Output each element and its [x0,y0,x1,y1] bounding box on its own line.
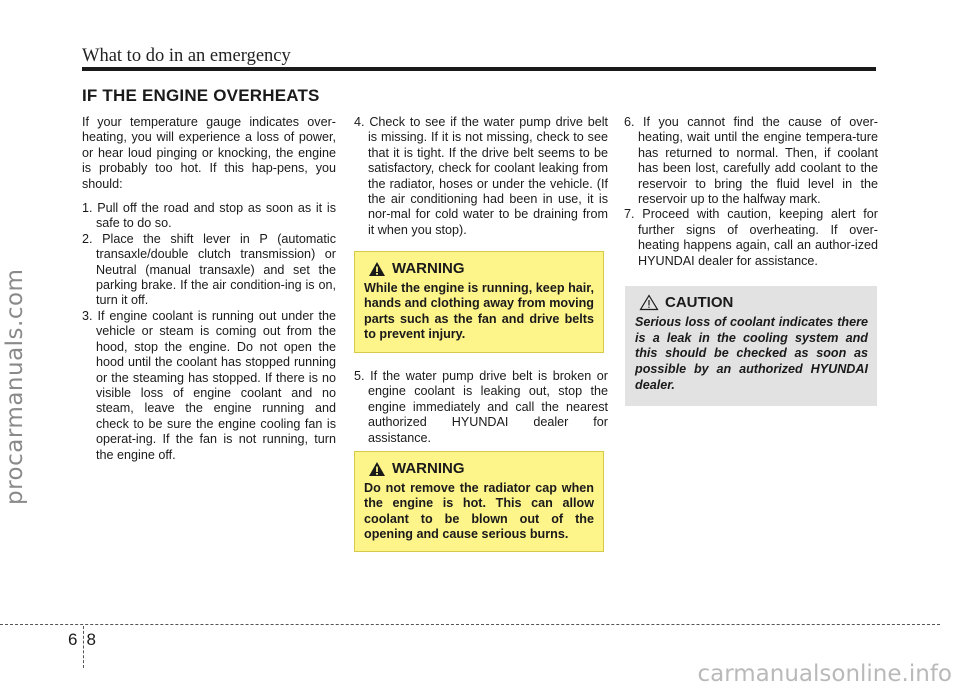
warning-box-fan [354,251,604,353]
chapter-header: What to do in an emergency [82,46,291,66]
page-index: 8 [86,630,105,649]
step-3: 3. If engine coolant is running out under the vehicle or steam is coming out from the hood, stop the engine. Do not open the hood until the coolant has stopped running or the steaming has stopped. If there is no visible loss of engine coolant and no steam, leave the engine running and check to be sure the engine cooling fan is operat-ing. If the fan is not running, turn the engine off. [82,308,336,462]
warning-header [368,460,594,477]
column-1 [82,115,336,463]
section-title: IF THE ENGINE OVERHEATS [82,86,320,105]
warning-box-radiator-cap [354,451,604,552]
warning-triangle-icon [368,461,386,477]
column-3 [624,115,878,269]
chapter-number: 6 [68,630,87,649]
side-watermark: procarmanuals.com [2,268,28,505]
step-6: 6. If you cannot find the cause of over-heating, wait until the engine tempera-ture has returned to normal. Then, if coolant has been lost, carefully add coolant to the reservoir to bring the fluid level in the reservoir up to the halfway mark. [624,115,878,207]
caution-header [639,294,868,311]
warning-text: Do not remove the radiator cap when the engine is hot. This can allow coolant to be blown out of the opening and cause serious burns. [364,481,594,542]
page-number [68,630,105,650]
caution-box [625,286,877,406]
step-4: 4. Check to see if the water pump drive belt is missing. If it is not missing, check to see that it is tight. If the drive belt seems to be satisfactory, check for coolant leaking from the radiator, hoses or under the vehicle. (If the air conditioning had been in use, it is nor-mal for cold water to be draining from it when you stop). [354,115,608,237]
warning-triangle-icon [368,261,386,277]
column-2-lower [354,369,608,446]
step-2: 2. Place the shift lever in P (automatic transaxle/double clutch transmission) or Neutral (manual transaxle) and set the parking brake. If the air condition-ing is on, turn it off. [82,231,336,308]
header-rule [82,67,876,71]
warning-text: While the engine is running, keep hair, hands and clothing away from moving parts such as the fan and drive belts to prevent injury. [364,281,594,342]
intro-paragraph: If your temperature gauge indicates over-heating, you will experience a loss of power, or hear loud pinging or knocking, the engine is probably too hot. If this hap-pens, you should: [82,115,336,191]
step-7: 7. Proceed with caution, keeping alert for further signs of overheating. If over-heating happens again, call an author-ized HYUNDAI dealer for assistance. [624,207,878,268]
bottom-watermark: carmanualsonline.info [697,661,952,687]
column-2 [354,115,608,238]
caution-text: Serious loss of coolant indicates there is a leak in the cooling system and this should be checked as soon as possible by an authorized HYUNDAI dealer. [635,315,868,392]
step-1: 1. Pull off the road and stop as soon as it is safe to do so. [82,201,336,231]
caution-triangle-icon [639,294,659,311]
step-5: 5. If the water pump drive belt is broken or engine coolant is leaking out, stop the engine immediately and call the nearest authorized HYUNDAI dealer for assistance. [354,369,608,445]
footer-rule [0,624,940,625]
warning-label: WARNING [392,460,465,477]
warning-header [368,260,594,277]
warning-label: WARNING [392,260,465,277]
caution-label: CAUTION [665,294,734,311]
